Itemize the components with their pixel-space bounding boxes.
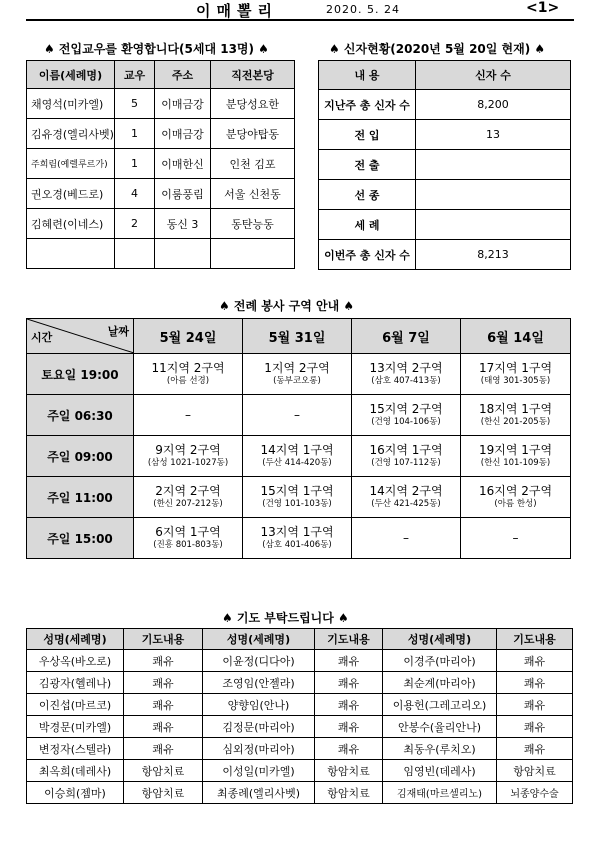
name-cell: 김광자(헬레나) [27, 672, 124, 694]
name-cell: 최순계(마리아) [383, 672, 497, 694]
request-cell: 쾌유 [124, 694, 203, 716]
zone-cell [352, 395, 461, 436]
status-heading: ♠ 신자현황(2020년 5월 20일 현재) ♠ [329, 42, 546, 56]
request-cell: 쾌유 [315, 716, 383, 738]
name-cell: 권오경(베드로) [27, 179, 115, 209]
name-cell [27, 239, 115, 269]
column-header: 기도내용 [315, 629, 383, 650]
table-row [27, 782, 573, 804]
zone-name: 14지역 1구역 [260, 443, 334, 457]
request-cell: 쾌유 [497, 716, 573, 738]
parish-cell: 분당야탑동 [211, 119, 295, 149]
duty-heading: ♠ 전례 봉사 구역 안내 ♠ [219, 299, 355, 313]
column-header: 기도내용 [497, 629, 573, 650]
column-header: 교우 [115, 61, 155, 89]
table-header-row [319, 61, 571, 90]
table-row [27, 738, 573, 760]
name-cell: 김혜련(이네스) [27, 209, 115, 239]
zone-detail: (삼호 401-406동) [262, 540, 332, 550]
parish-cell [211, 239, 295, 269]
zone-name: 16지역 1구역 [369, 443, 443, 457]
zone-detail: (건영 101-103동) [262, 499, 332, 509]
date-header: 6월 7일 [352, 319, 461, 354]
column-header: 성명(세례명) [383, 629, 497, 650]
zone-cell [134, 354, 243, 395]
welcome-heading: ♠ 전입교우를 환영합니다(5세대 13명) ♠ [44, 42, 269, 56]
zone-detail: (동부코오롱) [273, 376, 321, 386]
table-row [27, 209, 295, 239]
request-cell: 쾌유 [497, 738, 573, 760]
status-label: 전 출 [319, 150, 416, 180]
status-value: 13 [416, 120, 571, 150]
request-cell: 쾌유 [124, 738, 203, 760]
date-header: 5월 24일 [134, 319, 243, 354]
issue-date: 2020. 5. 24 [326, 3, 400, 16]
zone-detail: (한신 201-205동) [480, 417, 551, 427]
zone-detail: (건영 104-106동) [371, 417, 441, 427]
corner-cell [27, 319, 134, 354]
zone-name: 9지역 2구역 [155, 443, 221, 457]
name-cell: 이성일(미카엘) [203, 760, 315, 782]
column-header: 성명(세례명) [203, 629, 315, 650]
name-cell: 김재태(마르셀리노) [383, 782, 497, 804]
table-row [27, 436, 571, 477]
zone-cell [134, 395, 243, 436]
name-cell: 김유경(엘리사벳) [27, 119, 115, 149]
name-cell: 최동우(루치오) [383, 738, 497, 760]
table-row [27, 239, 295, 269]
zone-detail: (한신 207-212동) [153, 499, 223, 509]
status-value [416, 150, 571, 180]
zone-detail: (삼호 407-413동) [371, 376, 441, 386]
name-cell: 이진섭(마르코) [27, 694, 124, 716]
table-row [27, 694, 573, 716]
request-cell: 쾌유 [124, 650, 203, 672]
request-cell: 항암치료 [497, 760, 573, 782]
zone-cell [243, 354, 352, 395]
column-header: 직전본당 [211, 61, 295, 89]
name-cell: 이용헌(그레고리오) [383, 694, 497, 716]
name-cell: 이승희(젬마) [27, 782, 124, 804]
zone-cell [243, 477, 352, 518]
zone-name: 15지역 1구역 [260, 484, 334, 498]
request-cell: 쾌유 [124, 672, 203, 694]
column-header: 이름(세례명) [27, 61, 115, 89]
zone-cell [461, 518, 571, 559]
count-cell: 5 [115, 89, 155, 119]
zone-name: 13지역 1구역 [260, 525, 334, 539]
table-row [27, 477, 571, 518]
zone-name: 6지역 1구역 [155, 525, 221, 539]
prayer-heading: ♠ 기도 부탁드립니다 ♠ [222, 611, 349, 625]
zone-name: – [403, 530, 409, 545]
header-rule [26, 19, 574, 21]
duty-table [26, 318, 571, 559]
request-cell: 항암치료 [124, 782, 203, 804]
zone-detail: (아름 선경) [166, 376, 210, 386]
request-cell: 쾌유 [315, 694, 383, 716]
table-row [27, 149, 295, 179]
zone-cell [243, 518, 352, 559]
table-row [27, 354, 571, 395]
status-value: 8,213 [416, 240, 571, 270]
time-label: 주일 11:00 [27, 477, 134, 518]
zone-cell [134, 477, 243, 518]
zone-cell [461, 436, 571, 477]
address-cell [155, 239, 211, 269]
request-cell: 쾌유 [315, 672, 383, 694]
request-cell: 항암치료 [315, 782, 383, 804]
table-row [319, 240, 571, 270]
table-header-row [27, 61, 295, 89]
zone-name: 2지역 2구역 [155, 484, 221, 498]
name-cell: 임영빈(데레사) [383, 760, 497, 782]
column-header: 신자 수 [416, 61, 571, 90]
table-row [319, 180, 571, 210]
zone-cell [134, 518, 243, 559]
name-cell: 변정자(스텔라) [27, 738, 124, 760]
status-label: 지난주 총 신자 수 [319, 90, 416, 120]
name-cell: 박경문(미카엘) [27, 716, 124, 738]
address-cell: 이매한신 [155, 149, 211, 179]
status-label: 전 입 [319, 120, 416, 150]
count-cell [115, 239, 155, 269]
parish-cell: 인천 김포 [211, 149, 295, 179]
zone-name: 1지역 2구역 [264, 361, 330, 375]
prayer-table [26, 628, 573, 804]
column-header: 기도내용 [124, 629, 203, 650]
zone-cell [352, 518, 461, 559]
time-label: 토요일 19:00 [27, 354, 134, 395]
request-cell: 항암치료 [124, 760, 203, 782]
request-cell: 항암치료 [315, 760, 383, 782]
zone-name: 19지역 1구역 [478, 443, 553, 457]
table-row [27, 518, 571, 559]
zone-cell [461, 354, 571, 395]
zone-detail: (두산 414-420동) [262, 458, 332, 468]
request-cell: 쾌유 [315, 738, 383, 760]
count-cell: 4 [115, 179, 155, 209]
zone-name: 18지역 1구역 [478, 402, 553, 416]
status-label: 세 례 [319, 210, 416, 240]
zone-name: 13지역 2구역 [369, 361, 443, 375]
table-row [27, 760, 573, 782]
newsletter-title: 이매뽈리 [196, 2, 278, 20]
zone-name: – [294, 407, 300, 422]
request-cell: 쾌유 [315, 650, 383, 672]
request-cell: 쾌유 [497, 672, 573, 694]
table-row [319, 150, 571, 180]
zone-name: 11지역 2구역 [151, 361, 225, 375]
name-cell: 조영임(안젤라) [203, 672, 315, 694]
name-cell: 이윤정(디다아) [203, 650, 315, 672]
zone-detail: (태영 301-305동) [480, 376, 551, 386]
table-row [27, 89, 295, 119]
table-header-row [27, 319, 571, 354]
zone-cell [352, 436, 461, 477]
count-cell: 1 [115, 149, 155, 179]
address-cell: 동신 3 [155, 209, 211, 239]
status-value: 8,200 [416, 90, 571, 120]
table-row [27, 179, 295, 209]
address-cell: 이매금강 [155, 119, 211, 149]
date-header: 5월 31일 [243, 319, 352, 354]
name-cell: 이경주(마리아) [383, 650, 497, 672]
request-cell: 쾌유 [124, 716, 203, 738]
zone-detail: (진흥 801-803동) [153, 540, 223, 550]
welcome-table [26, 60, 295, 269]
corner-time-label: 시간 [31, 331, 53, 344]
name-cell: 채영석(미카엘) [27, 89, 115, 119]
parish-cell: 동탄능동 [211, 209, 295, 239]
address-cell: 이매금강 [155, 89, 211, 119]
address-cell: 이룸풍림 [155, 179, 211, 209]
time-label: 주일 09:00 [27, 436, 134, 477]
zone-name: 15지역 2구역 [369, 402, 443, 416]
name-cell: 최옥희(데레사) [27, 760, 124, 782]
table-row [27, 119, 295, 149]
status-value [416, 210, 571, 240]
zone-detail: (한신 101-109동) [480, 458, 551, 468]
status-label: 이번주 총 신자 수 [319, 240, 416, 270]
zone-cell [352, 477, 461, 518]
zone-cell [134, 436, 243, 477]
zone-cell [243, 436, 352, 477]
time-label: 주일 06:30 [27, 395, 134, 436]
zone-detail: (삼성 1021-1027동) [147, 458, 229, 468]
table-row [319, 90, 571, 120]
zone-name: – [512, 530, 519, 545]
zone-detail: (건영 107-112동) [371, 458, 441, 468]
zone-name: 17지역 1구역 [478, 361, 553, 375]
column-header: 내 용 [319, 61, 416, 90]
status-value [416, 180, 571, 210]
name-cell: 양향임(안나) [203, 694, 315, 716]
name-cell: 우상옥(바오로) [27, 650, 124, 672]
name-cell: 안봉수(율리안나) [383, 716, 497, 738]
corner-date-label: 날짜 [107, 325, 129, 338]
page-number: <1> [526, 0, 560, 16]
name-cell: 최종례(엘리사벳) [203, 782, 315, 804]
table-header-row [27, 629, 573, 650]
table-row [319, 210, 571, 240]
request-cell: 쾌유 [497, 694, 573, 716]
table-row [27, 395, 571, 436]
zone-name: 14지역 2구역 [369, 484, 443, 498]
zone-detail: (두산 421-425동) [371, 499, 441, 509]
time-label: 주일 15:00 [27, 518, 134, 559]
table-row [319, 120, 571, 150]
zone-cell [461, 395, 571, 436]
zone-detail: (아름 한성) [494, 499, 537, 509]
parish-cell: 분당성요한 [211, 89, 295, 119]
table-row [27, 650, 573, 672]
table-row [27, 672, 573, 694]
table-row [27, 716, 573, 738]
request-cell: 뇌종양수술 [497, 782, 573, 804]
name-cell: 김정문(마리아) [203, 716, 315, 738]
status-table [318, 60, 571, 270]
date-header: 6월 14일 [461, 319, 571, 354]
zone-name: 16지역 2구역 [478, 484, 553, 498]
zone-cell [243, 395, 352, 436]
status-label: 선 종 [319, 180, 416, 210]
column-header: 성명(세례명) [27, 629, 124, 650]
name-cell: 심외정(마리아) [203, 738, 315, 760]
zone-cell [461, 477, 571, 518]
column-header: 주소 [155, 61, 211, 89]
zone-cell [352, 354, 461, 395]
zone-name: – [185, 407, 191, 422]
parish-cell: 서울 신천동 [211, 179, 295, 209]
count-cell: 1 [115, 119, 155, 149]
name-cell: 주희림(예렐루르가) [27, 149, 115, 179]
count-cell: 2 [115, 209, 155, 239]
request-cell: 쾌유 [497, 650, 573, 672]
